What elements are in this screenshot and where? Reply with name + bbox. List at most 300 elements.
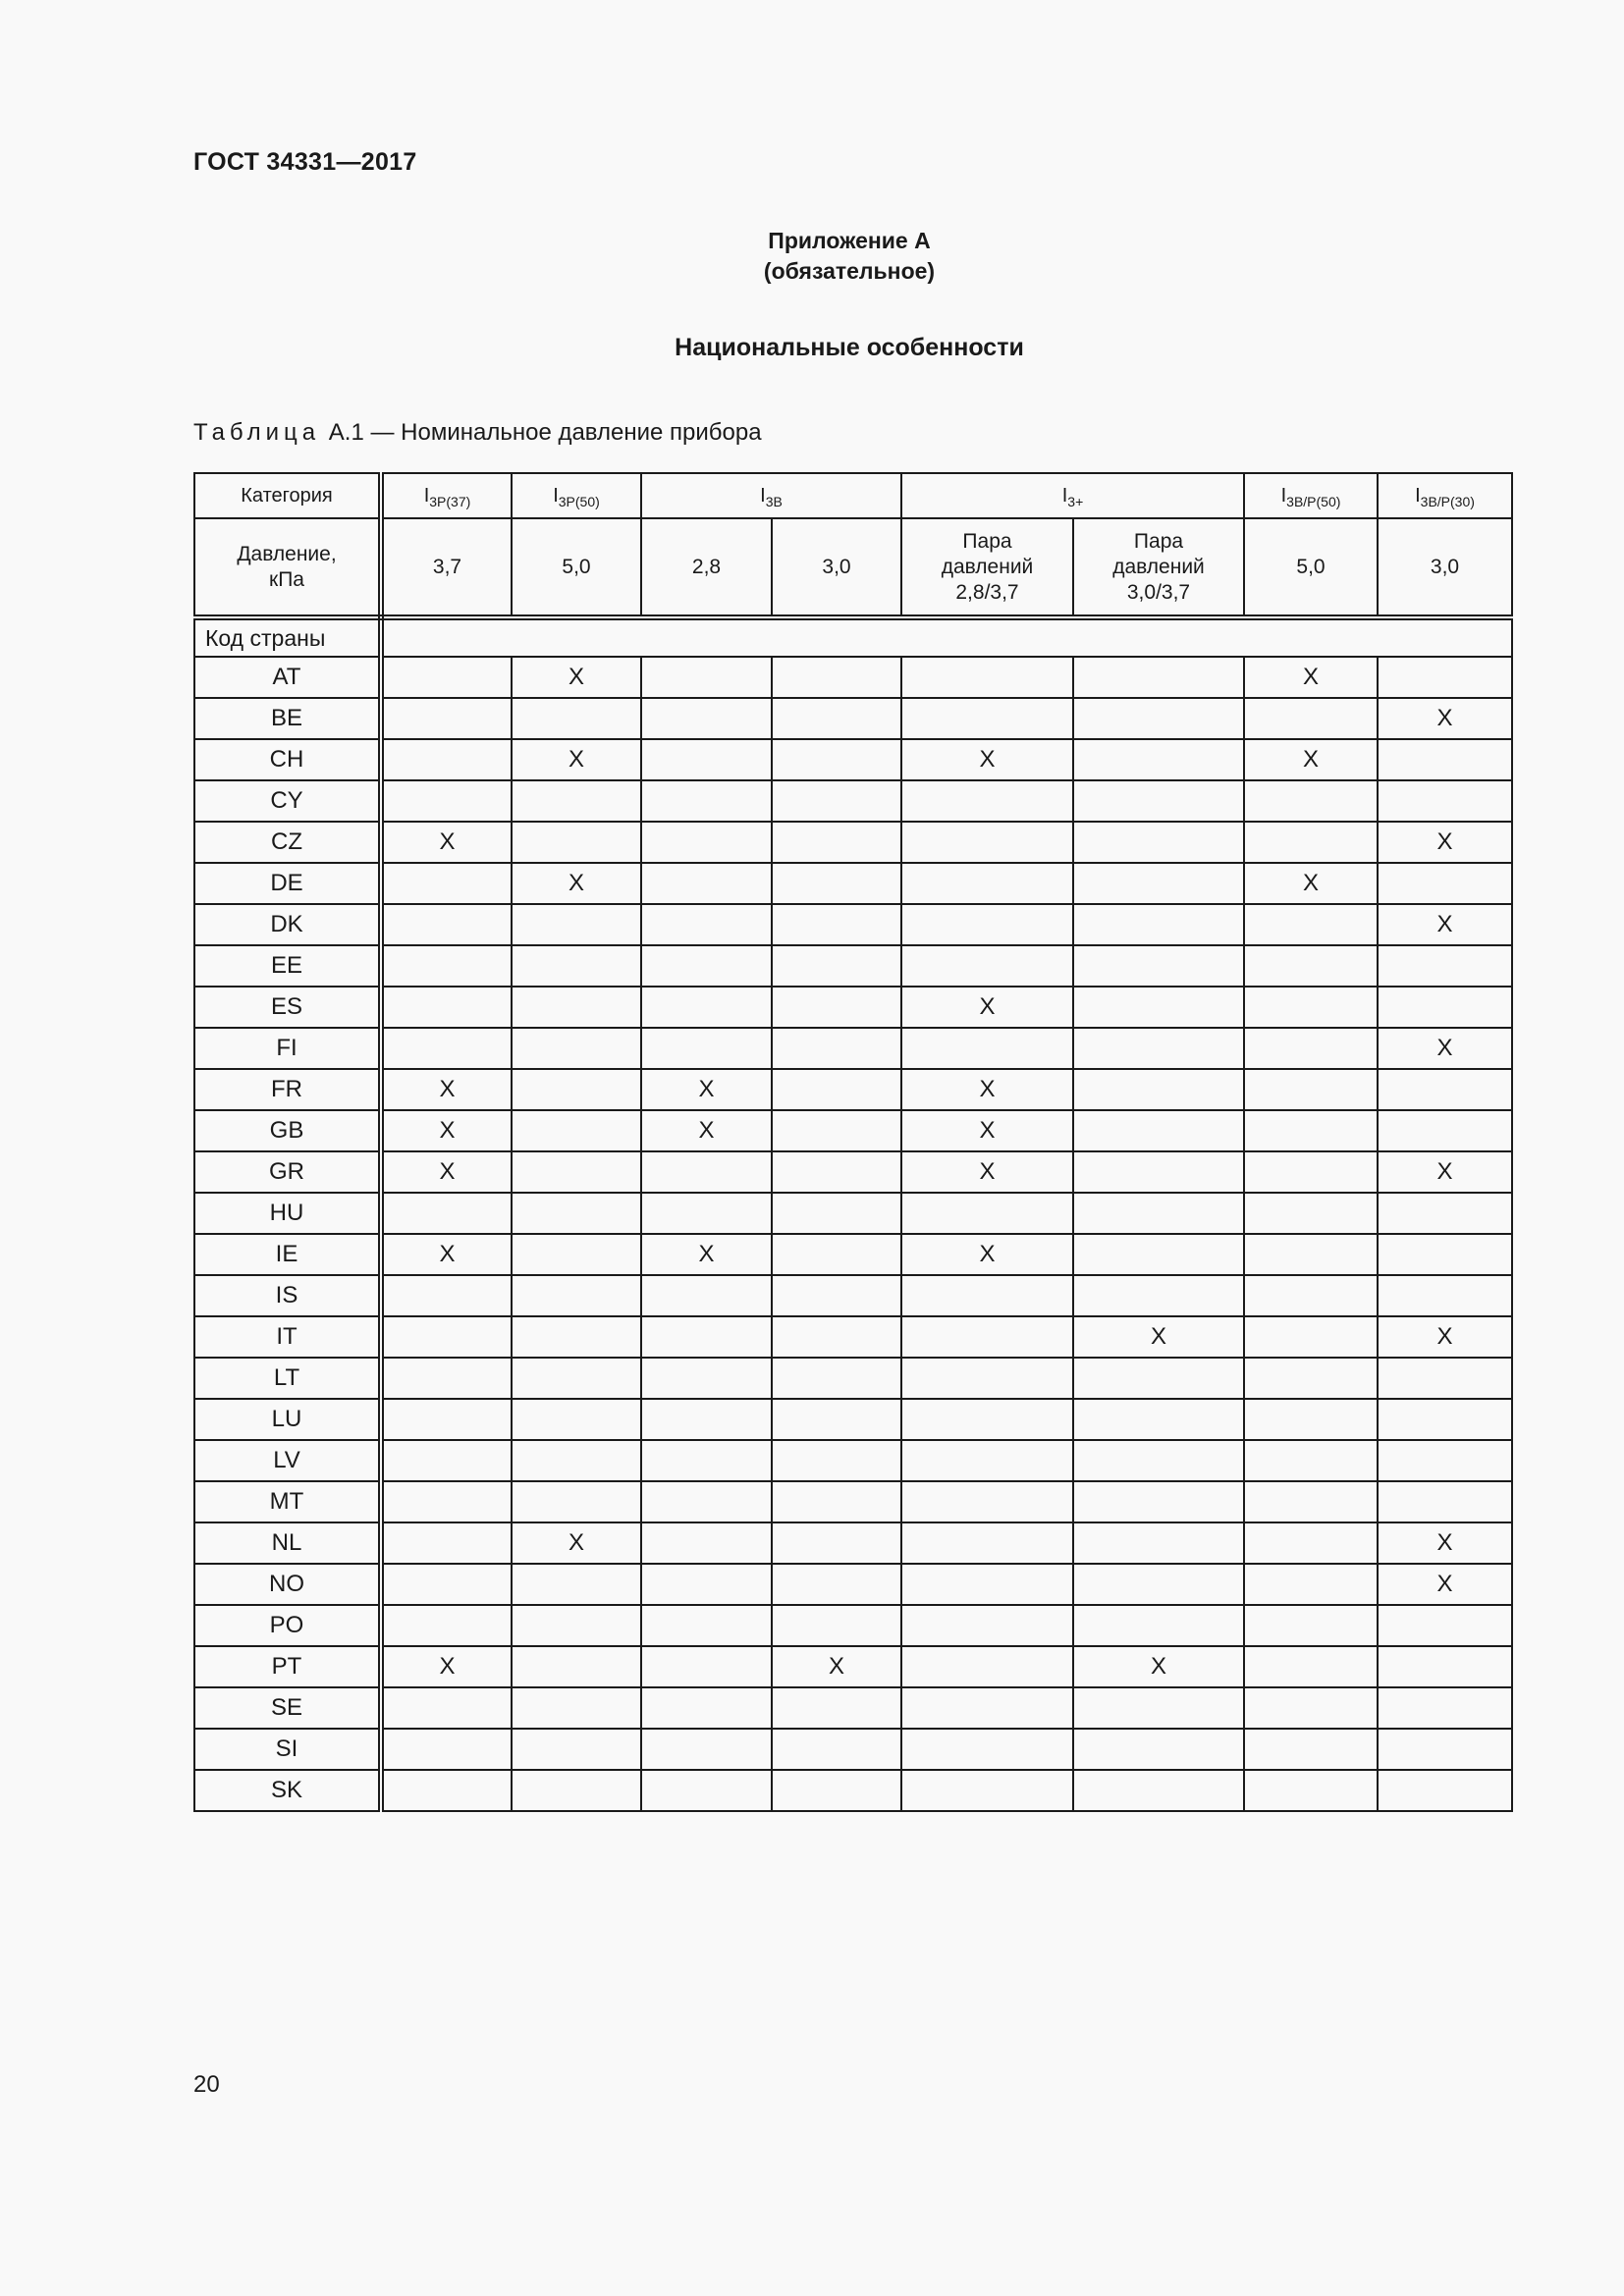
table-row — [194, 1234, 1512, 1275]
category-base: I — [553, 484, 559, 507]
mark-cell — [1244, 1646, 1378, 1687]
mark-cell — [641, 1151, 772, 1193]
mark-cell — [772, 1069, 901, 1110]
country-code-label: Код страны — [194, 617, 381, 657]
table-row — [194, 780, 1512, 822]
mark-cell — [381, 1358, 512, 1399]
pressure-line: 5,0 — [1296, 555, 1326, 578]
mark-cell — [512, 1605, 641, 1646]
pressure-line: давлений — [1112, 555, 1205, 578]
pressure-line: 2,8 — [691, 555, 722, 578]
mark-cell — [512, 1110, 641, 1151]
table-caption — [193, 419, 762, 447]
mark-cell — [901, 1399, 1073, 1440]
section-title: Национальные особенности — [675, 334, 1024, 361]
mark-cell — [512, 904, 641, 945]
pressure-value-4 — [901, 518, 1073, 617]
category-base: I — [423, 484, 430, 507]
mark-cell: X — [1073, 1646, 1244, 1687]
mark-cell — [381, 1440, 512, 1481]
country-code-cell: FR — [194, 1069, 381, 1110]
category-subscript: 3P(50) — [558, 493, 600, 509]
pressure-value-3 — [772, 518, 901, 617]
category-subscript: 3+ — [1067, 493, 1084, 509]
mark-cell — [1244, 1234, 1378, 1275]
mark-cell — [641, 1729, 772, 1770]
mark-cell — [1244, 1687, 1378, 1729]
table-row — [194, 1481, 1512, 1522]
mark-cell: X — [901, 1234, 1073, 1275]
mark-cell — [772, 1770, 901, 1811]
table-row — [194, 863, 1512, 904]
mark-cell — [1244, 698, 1378, 739]
mark-cell — [381, 945, 512, 987]
mark-cell — [1244, 1440, 1378, 1481]
country-code-cell: IE — [194, 1234, 381, 1275]
mark-cell — [641, 1358, 772, 1399]
table-row — [194, 1770, 1512, 1811]
mark-cell — [512, 1564, 641, 1605]
pressure-line: Пара — [962, 529, 1012, 553]
mark-cell — [772, 739, 901, 780]
mark-cell: X — [512, 1522, 641, 1564]
mark-cell — [512, 1399, 641, 1440]
category-header-0 — [381, 473, 512, 518]
mark-cell — [901, 780, 1073, 822]
mark-cell — [1378, 863, 1512, 904]
mark-cell — [512, 987, 641, 1028]
mark-cell — [901, 1564, 1073, 1605]
mark-cell: X — [381, 1646, 512, 1687]
mark-cell — [512, 945, 641, 987]
mark-cell — [381, 1028, 512, 1069]
mark-cell — [1073, 1028, 1244, 1069]
mark-cell — [381, 1687, 512, 1729]
category-subscript: 3B/P(30) — [1420, 493, 1475, 509]
table-row — [194, 1522, 1512, 1564]
mark-cell — [772, 1028, 901, 1069]
mark-cell — [641, 1605, 772, 1646]
mark-cell: X — [901, 739, 1073, 780]
mark-cell — [772, 1234, 901, 1275]
mark-cell — [772, 1564, 901, 1605]
mark-cell: X — [641, 1069, 772, 1110]
table-row — [194, 1399, 1512, 1440]
mark-cell — [1244, 1028, 1378, 1069]
mark-cell — [641, 1440, 772, 1481]
country-code-cell: HU — [194, 1193, 381, 1234]
mark-cell — [381, 698, 512, 739]
mark-cell — [381, 1399, 512, 1440]
mark-cell: X — [772, 1646, 901, 1687]
mark-cell — [1073, 1358, 1244, 1399]
country-code-cell: PT — [194, 1646, 381, 1687]
mark-cell — [512, 1729, 641, 1770]
mark-cell — [1244, 1399, 1378, 1440]
mark-cell — [641, 1687, 772, 1729]
mark-cell — [901, 904, 1073, 945]
mark-cell — [1244, 1522, 1378, 1564]
mark-cell: X — [1244, 863, 1378, 904]
mark-cell — [381, 780, 512, 822]
pressure-value-1 — [512, 518, 641, 617]
country-code-header-row — [194, 617, 1512, 657]
mark-cell — [641, 1770, 772, 1811]
mark-cell — [772, 1481, 901, 1522]
mark-cell: X — [641, 1234, 772, 1275]
mark-cell — [381, 1605, 512, 1646]
pressure-line: давлений — [941, 555, 1034, 578]
mark-cell — [1073, 1110, 1244, 1151]
mark-cell: X — [1244, 739, 1378, 780]
mark-cell: X — [381, 1151, 512, 1193]
mark-cell — [1244, 904, 1378, 945]
mark-cell — [381, 1522, 512, 1564]
category-header-3 — [901, 473, 1244, 518]
mark-cell — [1073, 822, 1244, 863]
mark-cell — [772, 1110, 901, 1151]
mark-cell — [1378, 1687, 1512, 1729]
table-row — [194, 1316, 1512, 1358]
mark-cell — [1073, 1481, 1244, 1522]
mark-cell: X — [381, 1069, 512, 1110]
mark-cell — [381, 1193, 512, 1234]
mark-cell — [512, 1358, 641, 1399]
appendix-title: Приложение А — [768, 228, 931, 253]
mark-cell — [901, 945, 1073, 987]
mark-cell: X — [1378, 1564, 1512, 1605]
mark-cell: X — [1378, 1522, 1512, 1564]
mark-cell — [1073, 1069, 1244, 1110]
mark-cell — [901, 863, 1073, 904]
mark-cell — [381, 1564, 512, 1605]
mark-cell — [1244, 1193, 1378, 1234]
mark-cell — [901, 1193, 1073, 1234]
mark-cell — [1073, 1399, 1244, 1440]
category-header-1 — [512, 473, 641, 518]
pressure-value-6 — [1244, 518, 1378, 617]
mark-cell — [772, 1316, 901, 1358]
country-code-cell: SI — [194, 1729, 381, 1770]
country-code-cell: DK — [194, 904, 381, 945]
mark-cell — [901, 1729, 1073, 1770]
mark-cell — [641, 945, 772, 987]
mark-cell — [901, 657, 1073, 698]
table-row — [194, 1275, 1512, 1316]
mark-cell — [1378, 945, 1512, 987]
mark-cell — [1244, 1275, 1378, 1316]
mark-cell — [641, 1275, 772, 1316]
mark-cell — [641, 904, 772, 945]
mark-cell: X — [1378, 1028, 1512, 1069]
country-code-cell: GB — [194, 1110, 381, 1151]
mark-cell — [512, 1440, 641, 1481]
mark-cell — [1073, 945, 1244, 987]
mark-cell — [772, 904, 901, 945]
table-row — [194, 1440, 1512, 1481]
table-row — [194, 822, 1512, 863]
country-code-cell: PO — [194, 1605, 381, 1646]
mark-cell — [381, 863, 512, 904]
mark-cell — [1073, 1522, 1244, 1564]
mark-cell — [901, 1440, 1073, 1481]
mark-cell — [901, 1770, 1073, 1811]
mark-cell — [641, 987, 772, 1028]
table-row — [194, 1358, 1512, 1399]
table-row — [194, 1729, 1512, 1770]
table-row — [194, 1687, 1512, 1729]
pressure-line: 3,0/3,7 — [1126, 580, 1191, 604]
mark-cell — [1378, 780, 1512, 822]
pressure-line: 3,0 — [822, 555, 851, 578]
country-code-cell: SE — [194, 1687, 381, 1729]
mark-cell — [1244, 1605, 1378, 1646]
mark-cell — [641, 739, 772, 780]
mark-cell — [772, 1151, 901, 1193]
mark-cell — [901, 1028, 1073, 1069]
mark-cell — [381, 1729, 512, 1770]
mark-cell — [381, 1316, 512, 1358]
mark-cell — [1244, 1110, 1378, 1151]
mark-cell — [1244, 822, 1378, 863]
mark-cell — [1378, 1234, 1512, 1275]
mark-cell — [772, 863, 901, 904]
mark-cell — [1378, 1110, 1512, 1151]
table-caption-text: А.1 — Номинальное давление прибора — [328, 419, 762, 446]
mark-cell — [641, 1316, 772, 1358]
category-header-5 — [1378, 473, 1512, 518]
mark-cell: X — [1244, 657, 1378, 698]
country-code-cell: DE — [194, 863, 381, 904]
mark-cell — [1244, 1481, 1378, 1522]
country-code-cell: NL — [194, 1522, 381, 1564]
mark-cell — [1244, 1151, 1378, 1193]
mark-cell: X — [512, 657, 641, 698]
category-base: I — [1061, 484, 1068, 507]
table-row — [194, 1646, 1512, 1687]
mark-cell — [772, 1729, 901, 1770]
mark-cell — [641, 657, 772, 698]
table-row — [194, 1193, 1512, 1234]
table-row — [194, 1069, 1512, 1110]
mark-cell — [1073, 1234, 1244, 1275]
category-row — [194, 473, 1512, 518]
mark-cell — [1073, 1770, 1244, 1811]
mark-cell — [512, 1028, 641, 1069]
mark-cell — [1378, 1275, 1512, 1316]
mark-cell: X — [1378, 904, 1512, 945]
mark-cell — [381, 987, 512, 1028]
mark-cell — [512, 1316, 641, 1358]
mark-cell — [1244, 1770, 1378, 1811]
mark-cell — [1378, 987, 1512, 1028]
mark-cell — [901, 1316, 1073, 1358]
mark-cell — [512, 1687, 641, 1729]
pressure-line: Пара — [1133, 529, 1184, 553]
mark-cell — [381, 657, 512, 698]
pressure-line: 3,7 — [432, 555, 462, 578]
country-code-cell: MT — [194, 1481, 381, 1522]
table-row — [194, 698, 1512, 739]
mark-cell — [901, 1646, 1073, 1687]
mark-cell: X — [641, 1110, 772, 1151]
country-code-cell: NO — [194, 1564, 381, 1605]
pressure-value-2 — [641, 518, 772, 617]
mark-cell — [772, 1687, 901, 1729]
mark-cell — [381, 1770, 512, 1811]
mark-cell — [1073, 739, 1244, 780]
mark-cell — [1378, 1193, 1512, 1234]
country-code-cell: IT — [194, 1316, 381, 1358]
mark-cell — [772, 822, 901, 863]
mark-cell — [772, 1358, 901, 1399]
mark-cell — [901, 1522, 1073, 1564]
mark-cell — [901, 1275, 1073, 1316]
mark-cell: X — [1073, 1316, 1244, 1358]
mark-cell — [772, 945, 901, 987]
category-label: Категория — [194, 473, 381, 518]
mark-cell — [901, 1687, 1073, 1729]
pressure-line: 2,8/3,7 — [955, 580, 1019, 604]
mark-cell: X — [901, 1110, 1073, 1151]
mark-cell — [1378, 1440, 1512, 1481]
mark-cell — [381, 1481, 512, 1522]
mark-cell — [1378, 1399, 1512, 1440]
mark-cell — [1378, 1358, 1512, 1399]
mark-cell — [1244, 780, 1378, 822]
mark-cell — [1073, 863, 1244, 904]
table-row — [194, 1151, 1512, 1193]
appendix-status: (обязательное) — [763, 258, 936, 284]
mark-cell — [1378, 1481, 1512, 1522]
table-row — [194, 987, 1512, 1028]
pressure-value-5 — [1073, 518, 1244, 617]
mark-cell — [772, 1193, 901, 1234]
mark-cell — [1073, 1151, 1244, 1193]
mark-cell — [381, 904, 512, 945]
country-code-cell: ES — [194, 987, 381, 1028]
table-row — [194, 945, 1512, 987]
category-header-2 — [641, 473, 901, 518]
table-row — [194, 1605, 1512, 1646]
country-code-cell: GR — [194, 1151, 381, 1193]
mark-cell — [1378, 1605, 1512, 1646]
category-header-4 — [1244, 473, 1378, 518]
table-caption-prefix: Таблица — [193, 419, 321, 446]
mark-cell — [641, 1481, 772, 1522]
pressure-line: 3,0 — [1430, 555, 1460, 578]
country-code-header-spacer — [381, 617, 1512, 657]
country-code-cell: CH — [194, 739, 381, 780]
table-row — [194, 657, 1512, 698]
mark-cell: X — [1378, 822, 1512, 863]
mark-cell — [1244, 1564, 1378, 1605]
mark-cell — [1073, 1440, 1244, 1481]
mark-cell — [1073, 987, 1244, 1028]
category-base: I — [1280, 484, 1287, 507]
country-code-cell: LV — [194, 1440, 381, 1481]
pressure-value-7 — [1378, 518, 1512, 617]
country-code-cell: SK — [194, 1770, 381, 1811]
document-code: ГОСТ 34331—2017 — [193, 148, 417, 176]
mark-cell — [1073, 657, 1244, 698]
mark-cell: X — [381, 822, 512, 863]
mark-cell — [1244, 1316, 1378, 1358]
mark-cell — [772, 1522, 901, 1564]
mark-cell — [381, 1275, 512, 1316]
mark-cell — [641, 1564, 772, 1605]
mark-cell — [641, 1193, 772, 1234]
mark-cell — [772, 780, 901, 822]
mark-cell — [772, 1399, 901, 1440]
mark-cell — [641, 780, 772, 822]
pressure-label-line1: Давление, — [237, 542, 337, 565]
mark-cell — [641, 822, 772, 863]
mark-cell — [1378, 657, 1512, 698]
country-code-cell: CY — [194, 780, 381, 822]
mark-cell — [1378, 1069, 1512, 1110]
mark-cell — [772, 1440, 901, 1481]
country-code-cell: IS — [194, 1275, 381, 1316]
mark-cell — [1378, 1729, 1512, 1770]
country-code-cell: BE — [194, 698, 381, 739]
mark-cell — [512, 780, 641, 822]
mark-cell — [641, 1399, 772, 1440]
mark-cell — [1378, 1646, 1512, 1687]
mark-cell: X — [1378, 1151, 1512, 1193]
mark-cell — [1378, 739, 1512, 780]
category-base: I — [1415, 484, 1421, 507]
mark-cell — [1073, 1729, 1244, 1770]
mark-cell — [1073, 1193, 1244, 1234]
appendix-heading — [0, 226, 1624, 287]
category-subscript: 3B — [765, 493, 783, 509]
mark-cell — [641, 1522, 772, 1564]
mark-cell — [772, 987, 901, 1028]
mark-cell — [901, 698, 1073, 739]
mark-cell: X — [381, 1110, 512, 1151]
mark-cell — [512, 1481, 641, 1522]
mark-cell: X — [901, 987, 1073, 1028]
mark-cell — [512, 1770, 641, 1811]
mark-cell: X — [1378, 698, 1512, 739]
mark-cell — [1244, 1358, 1378, 1399]
mark-cell — [772, 698, 901, 739]
mark-cell — [901, 1358, 1073, 1399]
mark-cell — [772, 657, 901, 698]
pressure-table — [193, 472, 1513, 1812]
mark-cell: X — [381, 1234, 512, 1275]
mark-cell — [1073, 780, 1244, 822]
pressure-line: 5,0 — [562, 555, 591, 578]
mark-cell — [1073, 698, 1244, 739]
category-subscript: 3P(37) — [429, 493, 471, 509]
mark-cell — [901, 1605, 1073, 1646]
table-row — [194, 1028, 1512, 1069]
mark-cell — [512, 1234, 641, 1275]
mark-cell — [512, 1275, 641, 1316]
mark-cell: X — [512, 863, 641, 904]
mark-cell — [1244, 987, 1378, 1028]
mark-cell — [1073, 1564, 1244, 1605]
mark-cell — [1244, 945, 1378, 987]
pressure-row — [194, 518, 1512, 617]
country-code-cell: LT — [194, 1358, 381, 1399]
pressure-label-line2: кПа — [269, 567, 304, 591]
country-code-cell: CZ — [194, 822, 381, 863]
mark-cell — [641, 698, 772, 739]
mark-cell — [512, 1069, 641, 1110]
